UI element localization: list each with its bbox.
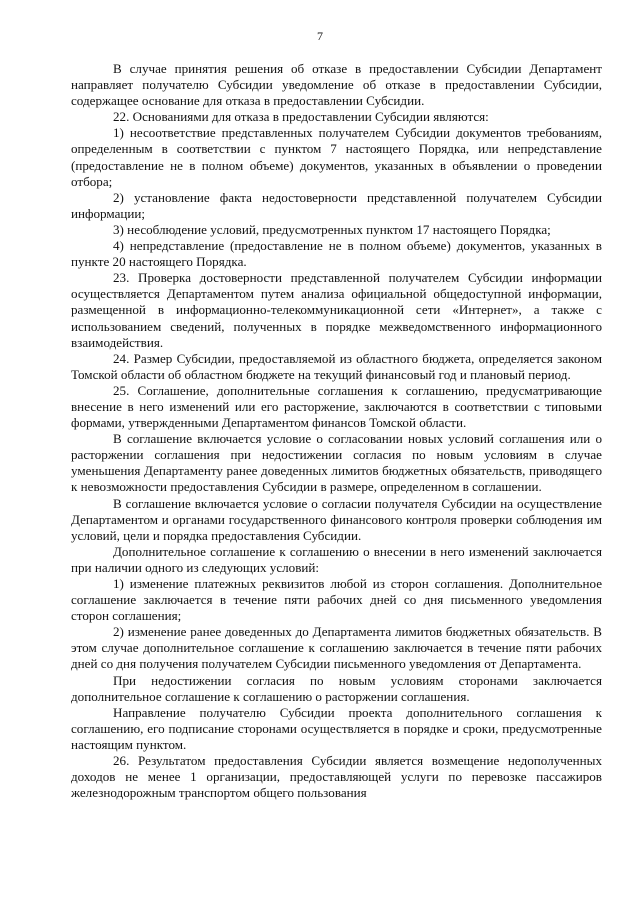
paragraph-22-item-3: 3) несоблюдение условий, предусмотренных пунктом 17 настоящего Порядка; [113, 221, 551, 237]
paragraph-22-heading: 22. Основаниями для отказа в предоставлении Субсидии являются: [113, 109, 489, 125]
paragraph-25-termination: При недостижении согласия по новым условиям сторонами заключается дополнительное соглашение к соглашению о расторжении соглашения. [71, 672, 602, 704]
paragraph-25-reduction-condition: В соглашение включается условие о согласовании новых условий соглашения или о расторжении соглашения при недостижении согласия по новым условиям в случае уменьшения Департаменту ранее доведенных лимитов бюджетных обязательств, приводящего к невозможности предоставления Субсидии в размере, определенном в соглашении. [71, 431, 602, 495]
paragraph-26: 26. Результатом предоставления Субсидии является возмещение недополученных доходов не менее 1 организации, предоставляющей услуги по перевозке пассажиров железнодорожным транспортом общего пользования [71, 753, 602, 801]
paragraph-25-item-2: 2) изменение ранее доведенных до Департамента лимитов бюджетных обязательств. В этом случае дополнительное соглашение к соглашению заключается в течение пяти рабочих дней со дня получения получателем Субсидии письменного уведомления от Департамента. [71, 624, 602, 672]
document-body [71, 61, 602, 801]
paragraph-24: 24. Размер Субсидии, предоставляемой из областного бюджета, определяется законом Томской области об областном бюджете на текущий финансовый год и плановый период. [71, 350, 602, 382]
paragraph-22-item-2: 2) установление факта недостоверности представленной получателем Субсидии информации; [71, 189, 602, 221]
paragraph-23: 23. Проверка достоверности представленной получателем Субсидии информации осуществляется Департаментом путем анализа официальной общедоступной информации, размещенной в информационно-телекоммуникационной сети «Интернет», а также с использованием сведений, полученных в порядке межведомственного информационного взаимодействия. [71, 270, 602, 350]
paragraph-25-amendment-conditions: Дополнительное соглашение к соглашению о внесении в него изменений заключается при наличии одного из следующих условий: [71, 543, 602, 575]
paragraph-22-item-4: 4) непредставление (предоставление не в полном объеме) документов, указанных в пункте 20 настоящего Порядка. [71, 238, 602, 270]
paragraph-25: 25. Соглашение, дополнительные соглашения к соглашению, предусматривающие внесение в него изменений или его расторжение, заключаются в соответствии с типовыми формами, утвержденными Департаментом финансов Томской области. [71, 382, 602, 431]
paragraph-25-consent-condition: В соглашение включается условие о согласии получателя Субсидии на осуществление Департаментом и органами государственного финансового контроля проверки соблюдения им условий, цели и порядка предоставления Субсидии. [71, 495, 602, 543]
page-number: 7 [317, 29, 323, 43]
paragraph-22-item-1: 1) несоответствие представленных получателем Субсидии документов требованиям, определенным в соответствии с пунктом 7 настоящего Порядка, или непредставление (предоставление не в полном объеме) документов, указанных в объявлении о проведении отбора; [71, 125, 602, 189]
paragraph-25-draft-sending: Направление получателю Субсидии проекта дополнительного соглашения к соглашению, его подписание сторонами осуществляется в порядке и сроки, предусмотренные настоящим пунктом. [71, 704, 602, 752]
paragraph-refusal-notice: В случае принятия решения об отказе в предоставлении Субсидии Департамент направляет получателю Субсидии уведомление об отказе в предоставлении Субсидии, содержащее основание для отказа в предоставлении Субсидии. [71, 61, 602, 109]
paragraph-25-item-1: 1) изменение платежных реквизитов любой из сторон соглашения. Дополнительное соглашение заключается в течение пяти рабочих дней со дня письменного уведомления сторон соглашения; [71, 576, 602, 624]
